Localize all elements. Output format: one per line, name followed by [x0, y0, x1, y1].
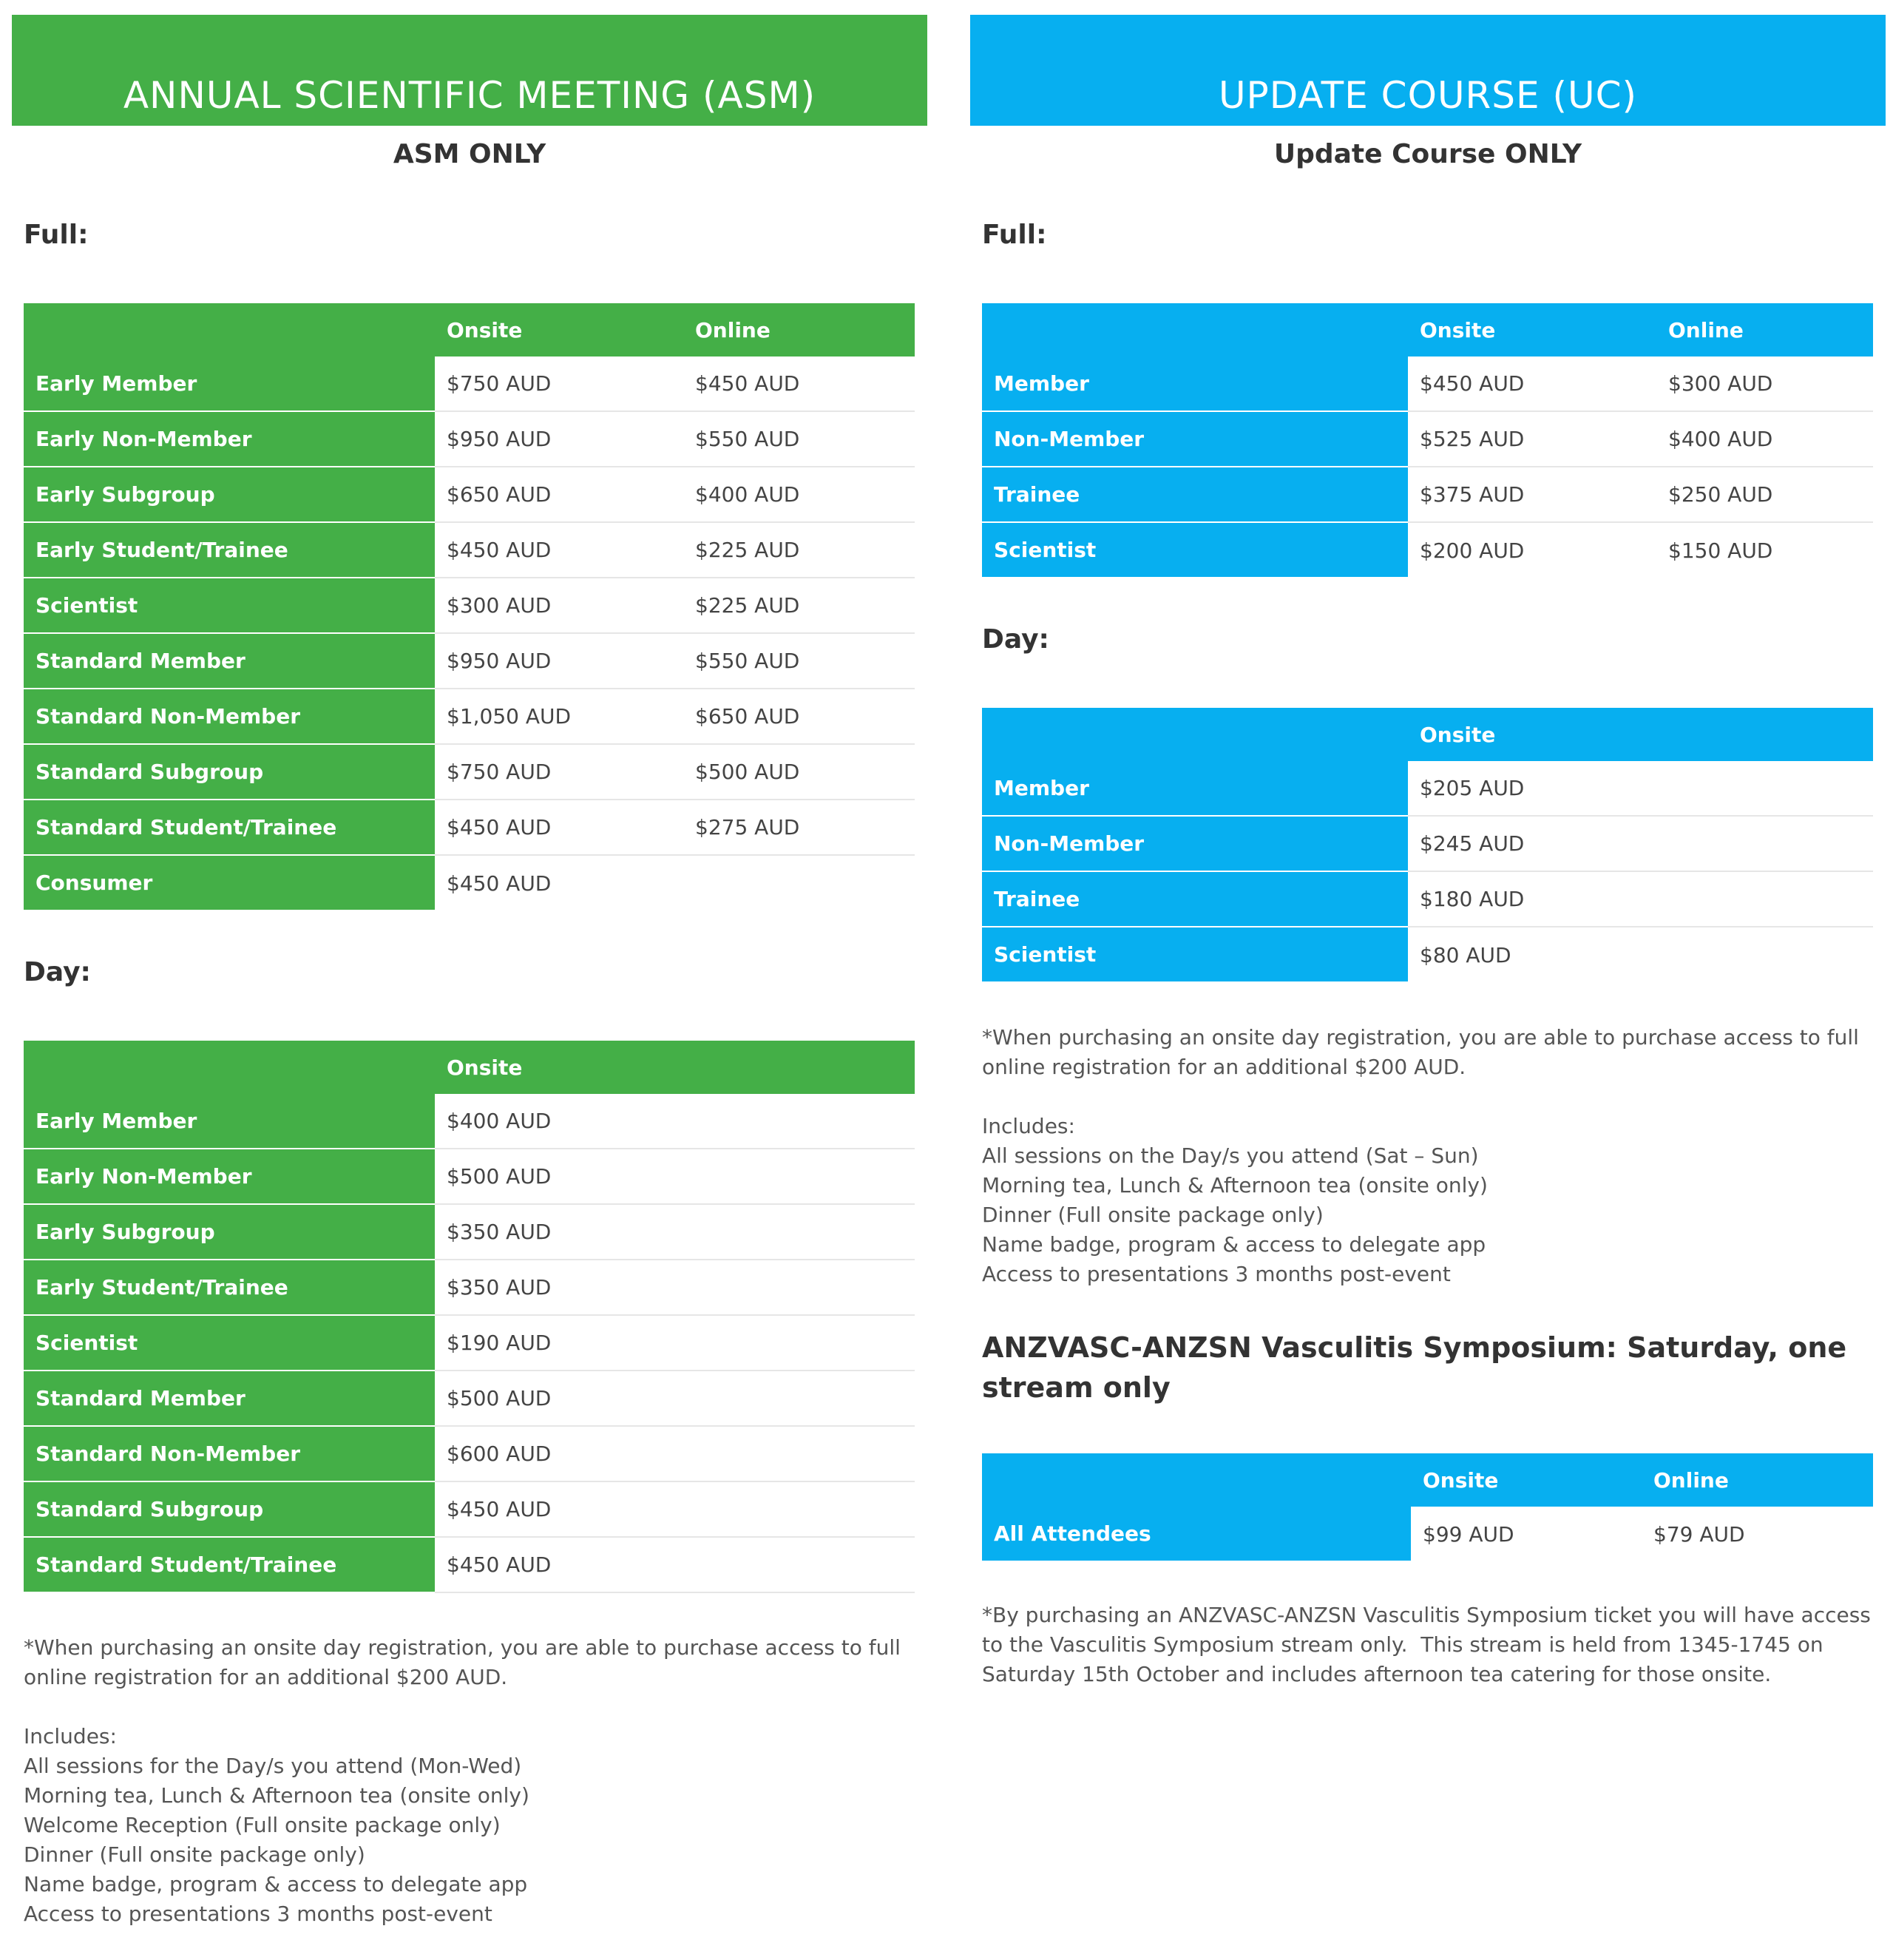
uc-day-table [982, 708, 1873, 983]
asm-day-title: Day: [24, 957, 91, 987]
price-cell: $245 AUD [1408, 816, 1873, 871]
table-header: Onsite [435, 303, 683, 356]
price-cell: $450 AUD [435, 1537, 915, 1592]
table-row [982, 467, 1873, 522]
table-row [24, 1204, 915, 1260]
row-label: Member [982, 761, 1408, 816]
table-row [24, 744, 915, 800]
row-label: Scientist [982, 522, 1408, 578]
row-label: Standard Subgroup [24, 1481, 435, 1537]
table-row [24, 689, 915, 744]
asm-day-table [24, 1041, 915, 1593]
includes-item: Access to presentations 3 months post-event [24, 1902, 492, 1926]
row-label: Scientist [24, 578, 435, 633]
price-cell: $300 AUD [435, 578, 683, 633]
asm-subtitle: ASM ONLY [393, 139, 546, 169]
uc-day-title: Day: [982, 624, 1049, 655]
table-header [982, 708, 1408, 761]
table-header [24, 303, 435, 356]
price-cell: $450 AUD [683, 356, 915, 411]
price-cell: $500 AUD [435, 1371, 915, 1426]
price-cell: $225 AUD [683, 578, 915, 633]
row-label: Standard Student/Trainee [24, 1537, 435, 1592]
symposium-title-line: stream only [982, 1371, 1171, 1404]
table-row [24, 1315, 915, 1371]
row-label: Scientist [24, 1315, 435, 1371]
price-cell: $205 AUD [1408, 761, 1873, 816]
price-cell: $350 AUD [435, 1204, 915, 1260]
row-label: Standard Student/Trainee [24, 800, 435, 855]
table-row [982, 356, 1873, 411]
uc-column [970, 0, 1886, 1689]
price-cell: $450 AUD [1408, 356, 1656, 411]
price-cell: $180 AUD [1408, 871, 1873, 927]
price-cell: $650 AUD [683, 689, 915, 744]
asm-title-banner: ANNUAL SCIENTIFIC MEETING (ASM) [12, 15, 927, 126]
uc-title-banner: UPDATE COURSE (UC) [970, 15, 1886, 126]
includes-heading: Includes: [24, 1724, 117, 1748]
price-cell: $400 AUD [435, 1094, 915, 1149]
price-cell: $600 AUD [435, 1426, 915, 1481]
includes-item: Dinner (Full onsite package only) [982, 1203, 1324, 1227]
price-cell: $150 AUD [1668, 538, 1773, 563]
includes-item: Name badge, program & access to delegate app [982, 1232, 1486, 1257]
table-header: Onsite [1411, 1453, 1642, 1507]
row-label: Standard Subgroup [24, 744, 435, 800]
row-label: Non-Member [982, 816, 1408, 871]
price-cell: $190 AUD [435, 1315, 915, 1371]
price-cell: $450 AUD [435, 522, 683, 578]
price-cell: $500 AUD [683, 744, 915, 800]
price-cell: $300 AUD [1656, 356, 1873, 411]
table-row [24, 1481, 915, 1537]
note-line: to the Vasculitis Symposium stream only. This stream is held from 1345-1745 on [982, 1632, 1823, 1657]
table-header: Online [683, 303, 915, 356]
table-header [982, 1453, 1411, 1507]
price-cell: $750 AUD [435, 356, 683, 411]
price-cell: $99 AUD [1423, 1521, 1514, 1547]
price-cell: $750 AUD [435, 744, 683, 800]
row-label: Standard Member [24, 1371, 435, 1426]
row-label: Standard Member [24, 633, 435, 689]
note-line: Saturday 15th October and includes afternoon tea catering for those onsite. [982, 1662, 1772, 1686]
price-cell: $375 AUD [1408, 467, 1656, 522]
symposium-note [982, 1601, 1873, 1689]
includes-item: Name badge, program & access to delegate app [24, 1872, 528, 1896]
table-header [982, 303, 1408, 356]
price-cell: $250 AUD [1656, 467, 1873, 522]
row-label: Early Non-Member [24, 411, 435, 467]
includes-item: All sessions for the Day/s you attend (Mon-Wed) [24, 1754, 522, 1778]
row-label: Early Subgroup [24, 467, 435, 522]
table-row [24, 800, 915, 855]
row-label: Scientist [982, 927, 1408, 982]
table-row [982, 522, 1873, 578]
price-cell: $225 AUD [683, 522, 915, 578]
price-cell: $450 AUD [447, 871, 552, 896]
row-label: Non-Member [982, 411, 1408, 467]
price-cell: $525 AUD [1408, 411, 1656, 467]
table-row [24, 356, 915, 411]
includes-item: Morning tea, Lunch & Afternoon tea (onsite only) [24, 1783, 529, 1808]
table-row [982, 761, 1873, 816]
table-row [24, 578, 915, 633]
table-row [24, 1149, 915, 1204]
price-cell: $450 AUD [435, 1481, 915, 1537]
table-row [982, 927, 1873, 982]
price-cell: $450 AUD [435, 800, 683, 855]
price-cell: $500 AUD [435, 1149, 915, 1204]
table-row [982, 871, 1873, 927]
includes-item: Morning tea, Lunch & Afternoon tea (onsite only) [982, 1173, 1488, 1197]
row-label: Trainee [982, 871, 1408, 927]
price-cell: $550 AUD [683, 411, 915, 467]
price-cell: $950 AUD [435, 411, 683, 467]
table-header [24, 1041, 435, 1094]
symposium-table [982, 1453, 1873, 1562]
price-cell: $80 AUD [1420, 942, 1511, 967]
uc-full-title: Full: [982, 220, 1047, 250]
note-line: *By purchasing an ANZVASC-ANZSN Vasculitis Symposium ticket you will have access [982, 1603, 1871, 1627]
table-row [24, 522, 915, 578]
row-label: Early Subgroup [24, 1204, 435, 1260]
row-label: Early Student/Trainee [24, 1260, 435, 1315]
row-label: All Attendees [982, 1507, 1411, 1561]
price-cell: $550 AUD [683, 633, 915, 689]
uc-day-note [982, 1023, 1873, 1289]
price-cell: $275 AUD [683, 800, 915, 855]
row-label: Early Member [24, 1094, 435, 1149]
table-header: Online [1642, 1453, 1873, 1507]
includes-heading: Includes: [982, 1114, 1075, 1138]
price-cell [683, 855, 915, 910]
price-cell: $1,050 AUD [435, 689, 683, 744]
table-row [24, 1371, 915, 1426]
table-row [24, 467, 915, 522]
asm-full-title: Full: [24, 220, 89, 250]
table-row [24, 1537, 915, 1592]
uc-subtitle: Update Course ONLY [1273, 139, 1582, 169]
table-row [24, 1260, 915, 1315]
asm-column [12, 0, 927, 1929]
symposium-title-line: ANZVASC-ANZSN Vasculitis Symposium: Saturday, one [982, 1331, 1847, 1364]
row-label: Early Non-Member [24, 1149, 435, 1204]
row-label: Trainee [982, 467, 1408, 522]
price-cell: $650 AUD [435, 467, 683, 522]
symposium-title [982, 1328, 1873, 1408]
asm-day-note [24, 1633, 915, 1929]
price-cell: $79 AUD [1653, 1521, 1745, 1547]
includes-item: Dinner (Full onsite package only) [24, 1842, 365, 1867]
table-header: Onsite [435, 1041, 915, 1094]
note-line: online registration for an additional $200 AUD. [24, 1665, 508, 1689]
table-row [24, 1094, 915, 1149]
includes-item: Access to presentations 3 months post-event [982, 1262, 1451, 1286]
asm-full-table [24, 303, 915, 911]
table-row [24, 633, 915, 689]
table-header: Online [1656, 303, 1873, 356]
price-cell: $400 AUD [683, 467, 915, 522]
row-label: Standard Non-Member [24, 689, 435, 744]
table-row [982, 411, 1873, 467]
price-cell: $350 AUD [435, 1260, 915, 1315]
price-cell: $400 AUD [1656, 411, 1873, 467]
note-line: online registration for an additional $200 AUD. [982, 1055, 1466, 1079]
table-row [24, 411, 915, 467]
row-label: Early Student/Trainee [24, 522, 435, 578]
table-row [982, 1507, 1873, 1561]
table-row [24, 855, 915, 910]
row-label: Member [982, 356, 1408, 411]
table-row [24, 1426, 915, 1481]
table-header: Onsite [1408, 708, 1873, 761]
row-label: Standard Non-Member [24, 1426, 435, 1481]
includes-item: All sessions on the Day/s you attend (Sat – Sun) [982, 1143, 1479, 1168]
note-line: *When purchasing an onsite day registration, you are able to purchase access to full [982, 1025, 1859, 1050]
row-label: Consumer [24, 855, 435, 910]
row-label: Early Member [24, 356, 435, 411]
price-cell: $950 AUD [435, 633, 683, 689]
note-line: *When purchasing an onsite day registration, you are able to purchase access to full [24, 1635, 901, 1660]
table-header: Onsite [1408, 303, 1656, 356]
price-cell: $200 AUD [1420, 538, 1525, 563]
uc-full-table [982, 303, 1873, 578]
includes-item: Welcome Reception (Full onsite package only) [24, 1813, 501, 1837]
table-row [982, 816, 1873, 871]
